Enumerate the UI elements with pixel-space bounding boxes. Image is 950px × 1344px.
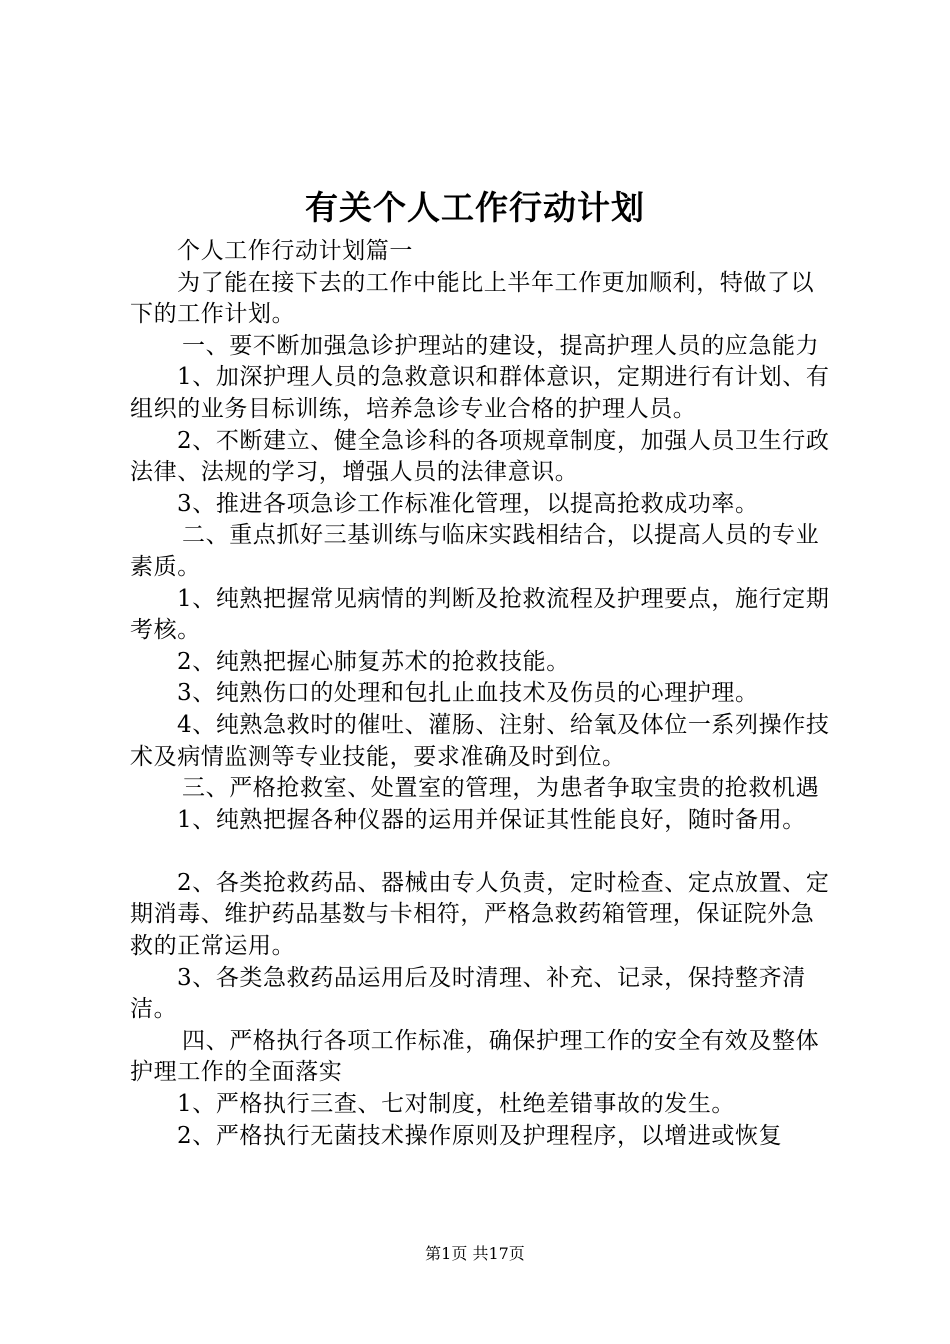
document-body [130,236,830,1152]
list-item: 3、各类急救药品运用后及时清理、补充、记录，保持整齐清洁。 [130,964,806,1023]
list-item: 2、严格执行无菌技术操作原则及护理程序，以增进或恢复 [177,1122,783,1149]
section-heading: 二、重点抓好三基训练与临床实践相结合，以提高人员的专业素质。 [130,522,820,580]
list-item: 2、各类抢救药品、器械由专人负责，定时检查、定点放置、定期消毒、维护药品基数与卡相符，严格急救药箱管理，保证院外急救的正常运用。 [130,869,830,960]
list-item: 4、纯熟急救时的催吐、灌肠、注射、给氧及体位一系列操作技术及病情监测等专业技能，要求准确及时到位。 [130,711,830,770]
document-title: 有关个人工作行动计划 [305,188,645,227]
list-item: 1、严格执行三查、七对制度，杜绝差错事故的发生。 [177,1091,736,1118]
list-item: 2、纯熟把握心肺复苏术的抢救技能。 [177,648,570,675]
list-item: 3、推进各项急诊工作标准化管理，以提高抢救成功率。 [177,490,759,517]
section-heading: 三、严格抢救室、处置室的管理，为患者争取宝贵的抢救机遇 [182,775,820,802]
section-heading: 个人工作行动计划篇一 [177,238,413,264]
section-heading: 一、要不断加强急诊护理站的建设，提高护理人员的应急能力 [182,332,820,359]
blank-line [130,836,830,868]
list-item: 1、纯熟把握常见病情的判断及抢救流程及护理要点，施行定期考核。 [130,585,830,644]
paragraph: 为了能在接下去的工作中能比上半年工作更加顺利，特做了以下的工作计划。 [130,269,815,328]
list-item: 3、纯熟伤口的处理和包扎止血技术及伤员的心理护理。 [177,680,759,707]
list-item: 1、纯熟把握各种仪器的运用并保证其性能良好，随时备用。 [177,806,806,833]
list-item: 1、加深护理人员的急救意识和群体意识，定期进行有计划、有组织的业务目标训练，培养急诊专业合格的护理人员。 [130,364,830,422]
section-heading: 四、严格执行各项工作标准，确保护理工作的安全有效及整体护理工作的全面落实 [130,1027,820,1086]
list-item: 2、不断建立、健全急诊科的各项规章制度，加强人员卫生行政法律、法规的学习，增强人员的法律意识。 [130,427,830,486]
page-footer: 第1页 共17页 [425,1244,525,1263]
